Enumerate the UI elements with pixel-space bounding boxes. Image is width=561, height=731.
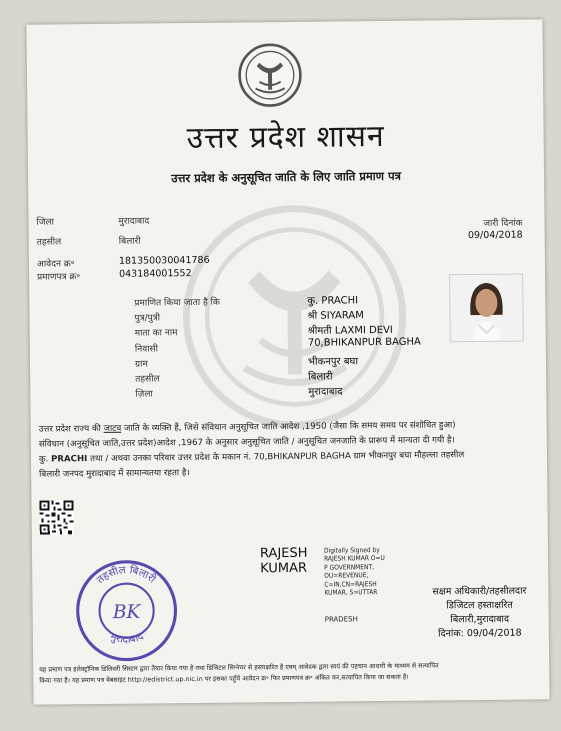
seal-top-text: तहसील बिलारी [94,564,158,587]
applicant-portrait-icon [450,275,523,342]
statement-text: कु. [38,454,52,465]
document-title: उत्तर प्रदेश शासन [186,118,385,157]
footer-line: किया गया है। यह प्रमाण पत्र वेबसाइट http://edistrict.up.nic.in पर इसका पहुँचे आवेदन क्र॰ फिर प्रमाणपत्र क्र॰ अंकित कर,सत्यापित किया जा सकता है। [39,672,409,685]
certificate-statement [39,417,540,482]
signatory-last-name: KUMAR [260,560,308,577]
certificate-label: प्रमाणपत्र क्र॰ [37,272,81,283]
tehsil-value: बिलारी [118,236,141,247]
candidate-name: कु. PRACHI [307,295,359,307]
detail-district-value: मुरादाबाद [308,386,343,398]
digital-signature-line: C=IN,CN=RAJESH [324,579,377,589]
applicant-photo [449,274,524,343]
signatory-first-name: RAJESH [259,545,308,562]
seal-bottom-text: मुरादाबाद [108,630,146,646]
mother-label: माता का नाम [134,328,178,339]
statement-text: बिलारी जनपद मुरादाबाद में सामान्यतया रहता है। [39,468,190,480]
statement-text: उत्तर प्रदेश राज्य की [38,423,104,435]
village-value: भीकनपुर बघा [307,356,359,368]
officer-date: दिनांक: 09/04/2018 [438,627,522,640]
statement-name: PRACHI [51,454,88,465]
digital-signature-line: Digitally Signed by [323,546,380,555]
digital-signature-line: KUMAR, S=UTTAR [324,588,378,597]
certify-label: प्रमाणित किया जाता है कि [134,297,220,309]
district-value: मुरादाबाद [118,216,150,227]
document-subtitle: उत्तर प्रदेश के अनुसूचित जाति के लिए जाति प्रमाण पत्र [171,168,401,186]
up-emblem-watermark-icon [178,201,410,433]
up-government-emblem-icon [237,42,304,109]
seal-initials: BK [112,601,141,624]
village-label: ग्राम [134,359,148,370]
issue-date-label: जारी दिनांक [483,218,523,229]
district-label: जिला [36,217,55,228]
application-number: 181350030041786 [118,254,210,267]
statement-text: जाति के व्यक्ति हैं, जिसे संविधान अनुसूचित जाति आदेश ,1950 (जैसा कि समय समय पर संशोधित हुआ) [121,420,456,434]
digital-signature-block [324,546,385,597]
resident-label: निवासी [134,344,158,355]
footer-line: यह प्रमाण पत्र इलेक्ट्रॉनिक डिलिवरी सिस्टम द्वारा तैयार किया गया है तथा डिजिटल सिग्नेचर से हस्ताक्षरित है एवम् आवेदक द्वारा स्वयं की पहचान आधारी के माध्यम से सत्यापित [39,661,439,674]
qr-code-icon [39,500,73,534]
statement-text: संविधान (अनुसूचित जाति,उत्तर प्रदेश)आदेश ,1967 के अनुसार अनुसूचित जाति / अनुसूचित जनजाति के प्रारूप में मान्यता दी गयी है। [38,435,455,450]
father-name: श्री SIYARAM [307,310,364,322]
officer-digital-signed: डिजिटल हस्ताक्षरित [446,599,513,612]
digital-signature-line: P GOVERNMENT, [324,562,374,572]
certificate-footer-note [39,659,545,686]
svg-text:मुरादाबाद [108,630,145,646]
certificate-number: 043184001552 [119,268,192,280]
digital-signature-line: OU=REVENUE, [324,571,369,580]
tehsil-label: तहसील [36,237,62,248]
tehsil-seal-icon [74,558,179,663]
statement-text: तथा / अथवा उनका परिवार उत्तर प्रदेश के मकान नं. 70,BHIKANPUR BAGHA ग्राम भीकनपुर बघा मौहल्ला तहसील [87,450,465,465]
certificate-page [26,19,549,704]
application-label: आवेदन क्र॰ [36,259,75,270]
issue-date-value: 09/04/2018 [467,229,523,242]
relation-label: पुत्र/पुत्री [134,313,161,324]
detail-tehsil-value: बिलारी [308,371,333,383]
signatory-name [260,546,308,576]
resident-address: 70,BHIKANPUR BAGHA [307,336,421,349]
digital-signature-line: RAJESH KUMAR O=U [324,554,385,564]
detail-district-label: ज़िला [135,389,153,400]
officer-location: बिलारी,मुरादाबाद [450,613,510,626]
caste-name: जाटव [103,423,122,434]
mother-name: श्रीमती LAXMI DEVI [307,324,393,337]
issuing-officer-block [432,585,527,642]
officer-designation: सक्षम अधिकारी/तहसीलदार [432,585,527,598]
digital-signature-pradesh: PRADESH [324,615,358,624]
detail-tehsil-label: तहसील [135,374,160,385]
